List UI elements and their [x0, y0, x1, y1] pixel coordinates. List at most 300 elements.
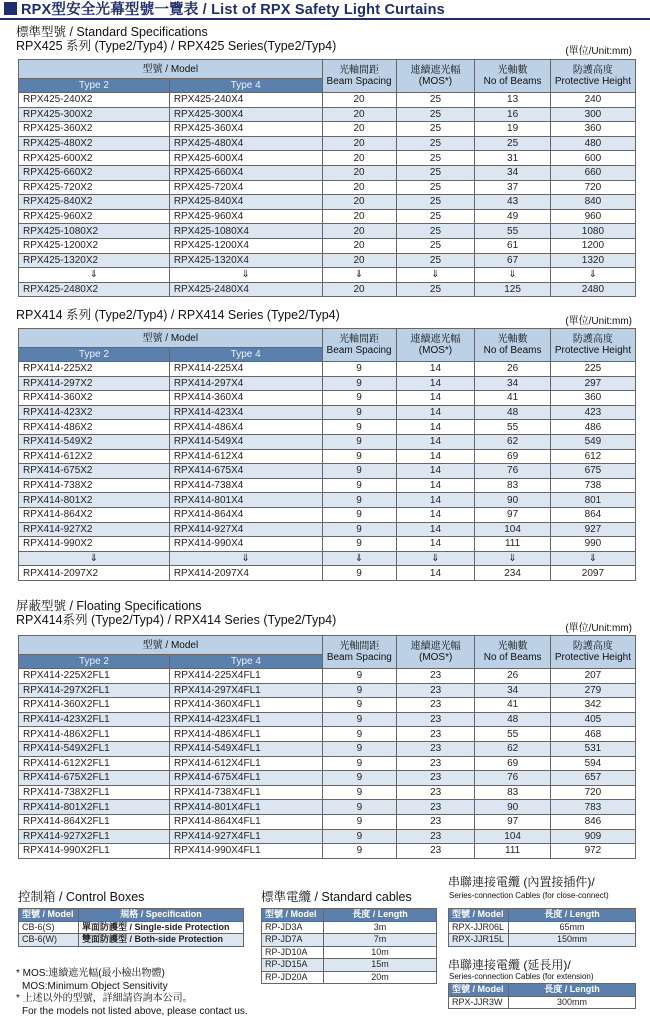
continuation-arrow-icon: ⇓	[322, 551, 396, 566]
mos-cell: 25	[396, 151, 475, 166]
mos-cell: 14	[396, 566, 475, 581]
height-cell: 846	[550, 814, 635, 829]
beams-cell: 25	[475, 136, 550, 151]
type4-model-cell: RPX414-864X4FL1	[169, 814, 322, 829]
height-cell: 405	[550, 712, 635, 727]
beam-spacing-cell: 9	[322, 756, 396, 771]
header-zh: 連續遮光幅	[410, 65, 461, 76]
beams-header	[475, 636, 550, 669]
header-en: (MOS*)	[418, 345, 453, 356]
header-zh: 光軸間距	[339, 641, 380, 652]
section-label: 標準型號 / Standard Specifications	[16, 25, 208, 39]
beam-spacing-cell: 20	[322, 122, 396, 137]
beams-cell: 234	[475, 566, 550, 581]
table-row	[262, 971, 437, 984]
table-row	[19, 712, 636, 727]
type2-model-cell: RPX414-297X2FL1	[19, 683, 170, 698]
continuation-arrow-icon: ⇓	[396, 551, 475, 566]
beam-spacing-cell: 9	[322, 814, 396, 829]
height-cell: 990	[550, 537, 635, 552]
mos-cell: 23	[396, 844, 475, 859]
height-cell: 279	[550, 683, 635, 698]
beam-spacing-cell: 9	[322, 507, 396, 522]
model-header: 型號 / Model	[19, 636, 323, 655]
table-row	[19, 107, 636, 122]
type4-model-cell: RPX425-600X4	[169, 151, 322, 166]
beams-cell: 69	[475, 756, 550, 771]
beam-spacing-header	[322, 60, 396, 93]
type2-model-cell: RPX414-738X2FL1	[19, 785, 170, 800]
beams-cell: 61	[475, 238, 550, 253]
height-cell: 720	[550, 785, 635, 800]
height-cell: 207	[550, 669, 635, 684]
mos-cell: 23	[396, 814, 475, 829]
note-mos-en: MOS:Minimum Object Sensitivity	[22, 980, 168, 992]
height-cell: 594	[550, 756, 635, 771]
table-row	[19, 800, 636, 815]
length-cell: 150mm	[509, 934, 636, 947]
mos-cell: 14	[396, 537, 475, 552]
table-row	[19, 209, 636, 224]
series-cables-close-subtitle: Series-connection Cables (for close-connect)	[449, 891, 609, 900]
beams-cell: 31	[475, 151, 550, 166]
height-cell: 468	[550, 727, 635, 742]
col-model-header: 型號 / Model	[449, 984, 509, 997]
table-row	[19, 727, 636, 742]
unit-label: (單位/Unit:mm)	[565, 46, 632, 57]
type2-model-cell: RPX414-423X2FL1	[19, 712, 170, 727]
header-zh: 光軸間距	[339, 334, 380, 345]
header-zh: 光軸間距	[339, 65, 380, 76]
mos-header	[396, 329, 475, 362]
header-en: No of Beams	[483, 76, 542, 87]
type2-model-cell: RPX414-612X2FL1	[19, 756, 170, 771]
table-row	[19, 507, 636, 522]
mos-cell: 14	[396, 449, 475, 464]
height-cell: 480	[550, 136, 635, 151]
series-cables-ext-subtitle: Series-connection Cables (for extension)	[449, 972, 594, 981]
spec-table-rpx425	[18, 59, 636, 297]
table-row	[19, 136, 636, 151]
type4-model-cell: RPX414-801X4FL1	[169, 800, 322, 815]
beams-cell: 69	[475, 449, 550, 464]
col-length-header: 長度 / Length	[509, 909, 636, 922]
beams-cell: 125	[475, 282, 550, 297]
model-cell: CB-6(W)	[19, 934, 79, 947]
height-cell: 1200	[550, 238, 635, 253]
model-cell: RPX-JJR15L	[449, 934, 509, 947]
header-en: No of Beams	[483, 652, 542, 663]
header-zh: 光軸數	[497, 65, 528, 76]
series-cables-ext-title: 串聯連接電纜 (延長用)/	[448, 958, 571, 972]
beams-header	[475, 329, 550, 362]
beam-spacing-cell: 9	[322, 478, 396, 493]
table-row	[19, 253, 636, 268]
table-row	[19, 122, 636, 137]
mos-cell: 25	[396, 136, 475, 151]
mos-cell: 25	[396, 195, 475, 210]
mos-header	[396, 60, 475, 93]
table-row	[19, 268, 636, 283]
beam-spacing-cell: 9	[322, 420, 396, 435]
mos-cell: 25	[396, 93, 475, 108]
beams-cell: 97	[475, 507, 550, 522]
unit-label: (單位/Unit:mm)	[565, 316, 632, 327]
mos-cell: 14	[396, 434, 475, 449]
table-row	[262, 959, 437, 972]
table-row	[19, 195, 636, 210]
type2-model-cell: RPX414-801X2FL1	[19, 800, 170, 815]
type4-model-cell: RPX414-360X4FL1	[169, 698, 322, 713]
table-row	[19, 238, 636, 253]
type4-model-cell: RPX414-612X4	[169, 449, 322, 464]
height-cell: 612	[550, 449, 635, 464]
height-cell: 486	[550, 420, 635, 435]
beams-cell: 55	[475, 224, 550, 239]
beam-spacing-cell: 9	[322, 785, 396, 800]
type4-model-cell: RPX414-738X4	[169, 478, 322, 493]
type4-model-cell: RPX425-960X4	[169, 209, 322, 224]
beams-cell: 48	[475, 712, 550, 727]
continuation-arrow-icon: ⇓	[169, 268, 322, 283]
beams-cell: 62	[475, 741, 550, 756]
type2-header: Type 2	[19, 348, 170, 362]
type4-model-cell: RPX414-297X4	[169, 376, 322, 391]
table-row	[19, 391, 636, 406]
header-en: Protective Height	[554, 652, 631, 663]
height-cell: 549	[550, 434, 635, 449]
type2-model-cell: RPX414-927X2FL1	[19, 829, 170, 844]
model-cell: RP-JD7A	[262, 934, 324, 947]
beam-spacing-cell: 9	[322, 829, 396, 844]
height-cell: 240	[550, 93, 635, 108]
type4-model-cell: RPX414-486X4FL1	[169, 727, 322, 742]
height-cell: 531	[550, 741, 635, 756]
col-model-header: 型號 / Model	[262, 909, 324, 922]
height-cell: 927	[550, 522, 635, 537]
model-header: 型號 / Model	[19, 60, 323, 79]
spec-cell: 單面防護型 / Single-side Protection	[79, 921, 244, 934]
mos-cell: 25	[396, 282, 475, 297]
header-zh: 連續遮光幅	[410, 641, 461, 652]
beams-cell: 13	[475, 93, 550, 108]
type4-model-cell: RPX414-675X4	[169, 464, 322, 479]
model-cell: RP-JD20A	[262, 971, 324, 984]
height-cell: 972	[550, 844, 635, 859]
type4-model-cell: RPX425-1200X4	[169, 238, 322, 253]
type2-model-cell: RPX425-480X2	[19, 136, 170, 151]
continuation-arrow-icon: ⇓	[550, 551, 635, 566]
type2-model-cell: RPX414-738X2	[19, 478, 170, 493]
beam-spacing-cell: 9	[322, 464, 396, 479]
length-cell: 10m	[324, 946, 437, 959]
type2-model-cell: RPX425-1320X2	[19, 253, 170, 268]
series-label: RPX414 系列 (Type2/Typ4) / RPX414 Series (Type2/Typ4)	[16, 308, 340, 322]
beam-spacing-cell: 9	[322, 669, 396, 684]
type4-model-cell: RPX414-2097X4	[169, 566, 322, 581]
table-row	[19, 814, 636, 829]
height-cell: 360	[550, 391, 635, 406]
mos-cell: 14	[396, 493, 475, 508]
beams-cell: 26	[475, 362, 550, 377]
beam-spacing-cell: 9	[322, 566, 396, 581]
beam-spacing-header	[322, 636, 396, 669]
type2-model-cell: RPX414-675X2	[19, 464, 170, 479]
page-title-text: RPX型安全光幕型號一覽表 / List of RPX Safety Light Curtains	[21, 2, 445, 18]
type2-model-cell: RPX414-990X2FL1	[19, 844, 170, 859]
type2-model-cell: RPX425-240X2	[19, 93, 170, 108]
model-cell: RPX-JJR06L	[449, 921, 509, 934]
height-cell: 360	[550, 122, 635, 137]
length-cell: 15m	[324, 959, 437, 972]
beams-cell: 49	[475, 209, 550, 224]
header-en: Protective Height	[554, 345, 631, 356]
type4-model-cell: RPX425-840X4	[169, 195, 322, 210]
beams-cell: 19	[475, 122, 550, 137]
table-row	[19, 362, 636, 377]
type4-model-cell: RPX425-1320X4	[169, 253, 322, 268]
type2-model-cell: RPX425-960X2	[19, 209, 170, 224]
model-cell: CB-6(S)	[19, 921, 79, 934]
type2-model-cell: RPX414-486X2FL1	[19, 727, 170, 742]
continuation-arrow-icon: ⇓	[396, 268, 475, 283]
beams-cell: 43	[475, 195, 550, 210]
continuation-arrow-icon: ⇓	[475, 551, 550, 566]
type2-model-cell: RPX425-720X2	[19, 180, 170, 195]
table-row	[19, 93, 636, 108]
mos-cell: 14	[396, 405, 475, 420]
beam-spacing-cell: 9	[322, 522, 396, 537]
table-row	[262, 934, 437, 947]
mos-cell: 14	[396, 507, 475, 522]
table-row	[19, 420, 636, 435]
beams-cell: 90	[475, 493, 550, 508]
header-en: Protective Height	[554, 76, 631, 87]
mos-cell: 23	[396, 727, 475, 742]
table-row	[19, 224, 636, 239]
height-cell: 801	[550, 493, 635, 508]
beam-spacing-cell: 9	[322, 405, 396, 420]
beams-cell: 76	[475, 771, 550, 786]
type2-model-cell: RPX414-549X2	[19, 434, 170, 449]
table-row	[449, 921, 636, 934]
beams-cell: 76	[475, 464, 550, 479]
type4-model-cell: RPX414-549X4	[169, 434, 322, 449]
table-row	[19, 844, 636, 859]
height-cell: 225	[550, 362, 635, 377]
beam-spacing-cell: 20	[322, 165, 396, 180]
height-cell: 600	[550, 151, 635, 166]
model-header: 型號 / Model	[19, 329, 323, 348]
beam-spacing-cell: 20	[322, 93, 396, 108]
beams-cell: 26	[475, 669, 550, 684]
table-row	[449, 996, 636, 1009]
beam-spacing-cell: 20	[322, 238, 396, 253]
section-standard-heading	[16, 25, 336, 53]
mos-cell: 25	[396, 165, 475, 180]
continuation-arrow-icon: ⇓	[19, 268, 170, 283]
standard-cables-table	[261, 908, 437, 984]
header-en: (MOS*)	[418, 76, 453, 87]
header-zh: 防護高度	[572, 65, 613, 76]
type2-model-cell: RPX414-225X2FL1	[19, 669, 170, 684]
type4-header: Type 4	[169, 348, 322, 362]
type4-model-cell: RPX414-738X4FL1	[169, 785, 322, 800]
beam-spacing-cell: 9	[322, 727, 396, 742]
table-row	[19, 522, 636, 537]
type4-model-cell: RPX414-675X4FL1	[169, 771, 322, 786]
header-zh: 光軸數	[497, 334, 528, 345]
beams-cell: 111	[475, 844, 550, 859]
beam-spacing-cell: 9	[322, 362, 396, 377]
height-cell: 297	[550, 376, 635, 391]
height-header	[550, 329, 635, 362]
section-floating-heading	[16, 599, 336, 627]
mos-cell: 25	[396, 209, 475, 224]
height-cell: 960	[550, 209, 635, 224]
table-row	[449, 934, 636, 947]
type4-model-cell: RPX414-927X4FL1	[169, 829, 322, 844]
table-row	[19, 464, 636, 479]
mos-cell: 23	[396, 829, 475, 844]
mos-cell: 23	[396, 771, 475, 786]
type4-model-cell: RPX414-549X4FL1	[169, 741, 322, 756]
beam-spacing-cell: 9	[322, 434, 396, 449]
mos-cell: 14	[396, 362, 475, 377]
table-row	[19, 151, 636, 166]
type2-model-cell: RPX414-360X2FL1	[19, 698, 170, 713]
beams-cell: 83	[475, 478, 550, 493]
table-row	[19, 434, 636, 449]
table-row	[19, 934, 244, 947]
beam-spacing-cell: 9	[322, 449, 396, 464]
mos-cell: 23	[396, 683, 475, 698]
mos-cell: 25	[396, 238, 475, 253]
type4-model-cell: RPX425-360X4	[169, 122, 322, 137]
continuation-arrow-icon: ⇓	[475, 268, 550, 283]
type4-model-cell: RPX414-801X4	[169, 493, 322, 508]
unit-label: (單位/Unit:mm)	[565, 623, 632, 634]
beam-spacing-cell: 9	[322, 741, 396, 756]
table-row	[19, 478, 636, 493]
mos-cell: 23	[396, 785, 475, 800]
type2-model-cell: RPX414-675X2FL1	[19, 771, 170, 786]
type2-model-cell: RPX414-549X2FL1	[19, 741, 170, 756]
beams-cell: 90	[475, 800, 550, 815]
length-cell: 7m	[324, 934, 437, 947]
beams-cell: 34	[475, 376, 550, 391]
mos-cell: 25	[396, 253, 475, 268]
table-row	[19, 405, 636, 420]
type2-model-cell: RPX414-423X2	[19, 405, 170, 420]
control-boxes-table	[18, 908, 244, 947]
height-cell: 1320	[550, 253, 635, 268]
continuation-arrow-icon: ⇓	[322, 268, 396, 283]
col-model-header: 型號 / Model	[449, 909, 509, 922]
beam-spacing-cell: 20	[322, 282, 396, 297]
col-length-header: 長度 / Length	[324, 909, 437, 922]
section-label: 屏蔽型號 / Floating Specifications	[16, 599, 202, 613]
type2-model-cell: RPX425-360X2	[19, 122, 170, 137]
beam-spacing-cell: 20	[322, 107, 396, 122]
height-cell: 1080	[550, 224, 635, 239]
type4-model-cell: RPX414-864X4	[169, 507, 322, 522]
header-zh: 防護高度	[572, 334, 613, 345]
table-row	[19, 493, 636, 508]
beam-spacing-cell: 20	[322, 180, 396, 195]
length-cell: 300mm	[509, 996, 636, 1009]
mos-cell: 23	[396, 741, 475, 756]
beams-cell: 37	[475, 180, 550, 195]
type4-model-cell: RPX425-1080X4	[169, 224, 322, 239]
beam-spacing-cell: 20	[322, 151, 396, 166]
table-row	[19, 537, 636, 552]
table-row	[19, 771, 636, 786]
beams-cell: 67	[475, 253, 550, 268]
type4-model-cell: RPX425-660X4	[169, 165, 322, 180]
height-cell: 2097	[550, 566, 635, 581]
col-model-header: 型號 / Model	[19, 909, 79, 922]
height-cell: 657	[550, 771, 635, 786]
continuation-arrow-icon: ⇓	[19, 551, 170, 566]
type4-model-cell: RPX414-990X4	[169, 537, 322, 552]
height-header	[550, 60, 635, 93]
series-cables-close-title: 串聯連接電纜 (內置接插件)/	[448, 875, 595, 889]
mos-cell: 14	[396, 376, 475, 391]
type4-model-cell: RPX414-927X4	[169, 522, 322, 537]
table-row	[19, 756, 636, 771]
beams-cell: 16	[475, 107, 550, 122]
type4-model-cell: RPX414-297X4FL1	[169, 683, 322, 698]
beam-spacing-cell: 9	[322, 493, 396, 508]
type2-model-cell: RPX414-360X2	[19, 391, 170, 406]
beam-spacing-cell: 9	[322, 391, 396, 406]
table-row	[19, 669, 636, 684]
table-row	[19, 449, 636, 464]
type4-model-cell: RPX425-480X4	[169, 136, 322, 151]
model-cell: RP-JD3A	[262, 921, 324, 934]
beams-cell: 55	[475, 727, 550, 742]
height-cell: 2480	[550, 282, 635, 297]
mos-cell: 25	[396, 224, 475, 239]
type2-model-cell: RPX414-225X2	[19, 362, 170, 377]
table-row	[19, 566, 636, 581]
table-row	[19, 741, 636, 756]
type4-model-cell: RPX414-990X4FL1	[169, 844, 322, 859]
beams-cell: 41	[475, 391, 550, 406]
type4-header: Type 4	[169, 79, 322, 93]
length-cell: 20m	[324, 971, 437, 984]
type4-model-cell: RPX414-225X4	[169, 362, 322, 377]
series-label: RPX414系列 (Type2/Typ4) / RPX414 Series (Type2/Typ4)	[16, 613, 337, 627]
control-boxes-title: 控制箱 / Control Boxes	[18, 890, 145, 904]
beams-cell: 34	[475, 165, 550, 180]
header-en: (MOS*)	[418, 652, 453, 663]
model-cell: RP-JD15A	[262, 959, 324, 972]
beam-spacing-cell: 9	[322, 844, 396, 859]
type4-model-cell: RPX425-720X4	[169, 180, 322, 195]
beam-spacing-cell: 9	[322, 376, 396, 391]
mos-cell: 23	[396, 669, 475, 684]
type2-model-cell: RPX414-297X2	[19, 376, 170, 391]
type2-model-cell: RPX425-660X2	[19, 165, 170, 180]
title-underline	[0, 18, 650, 20]
spec-table-rpx414	[18, 328, 636, 581]
height-cell: 660	[550, 165, 635, 180]
height-cell: 864	[550, 507, 635, 522]
type2-header: Type 2	[19, 655, 170, 669]
series-label: RPX425 系列 (Type2/Typ4) / RPX425 Series(Type2/Typ4)	[16, 39, 337, 53]
